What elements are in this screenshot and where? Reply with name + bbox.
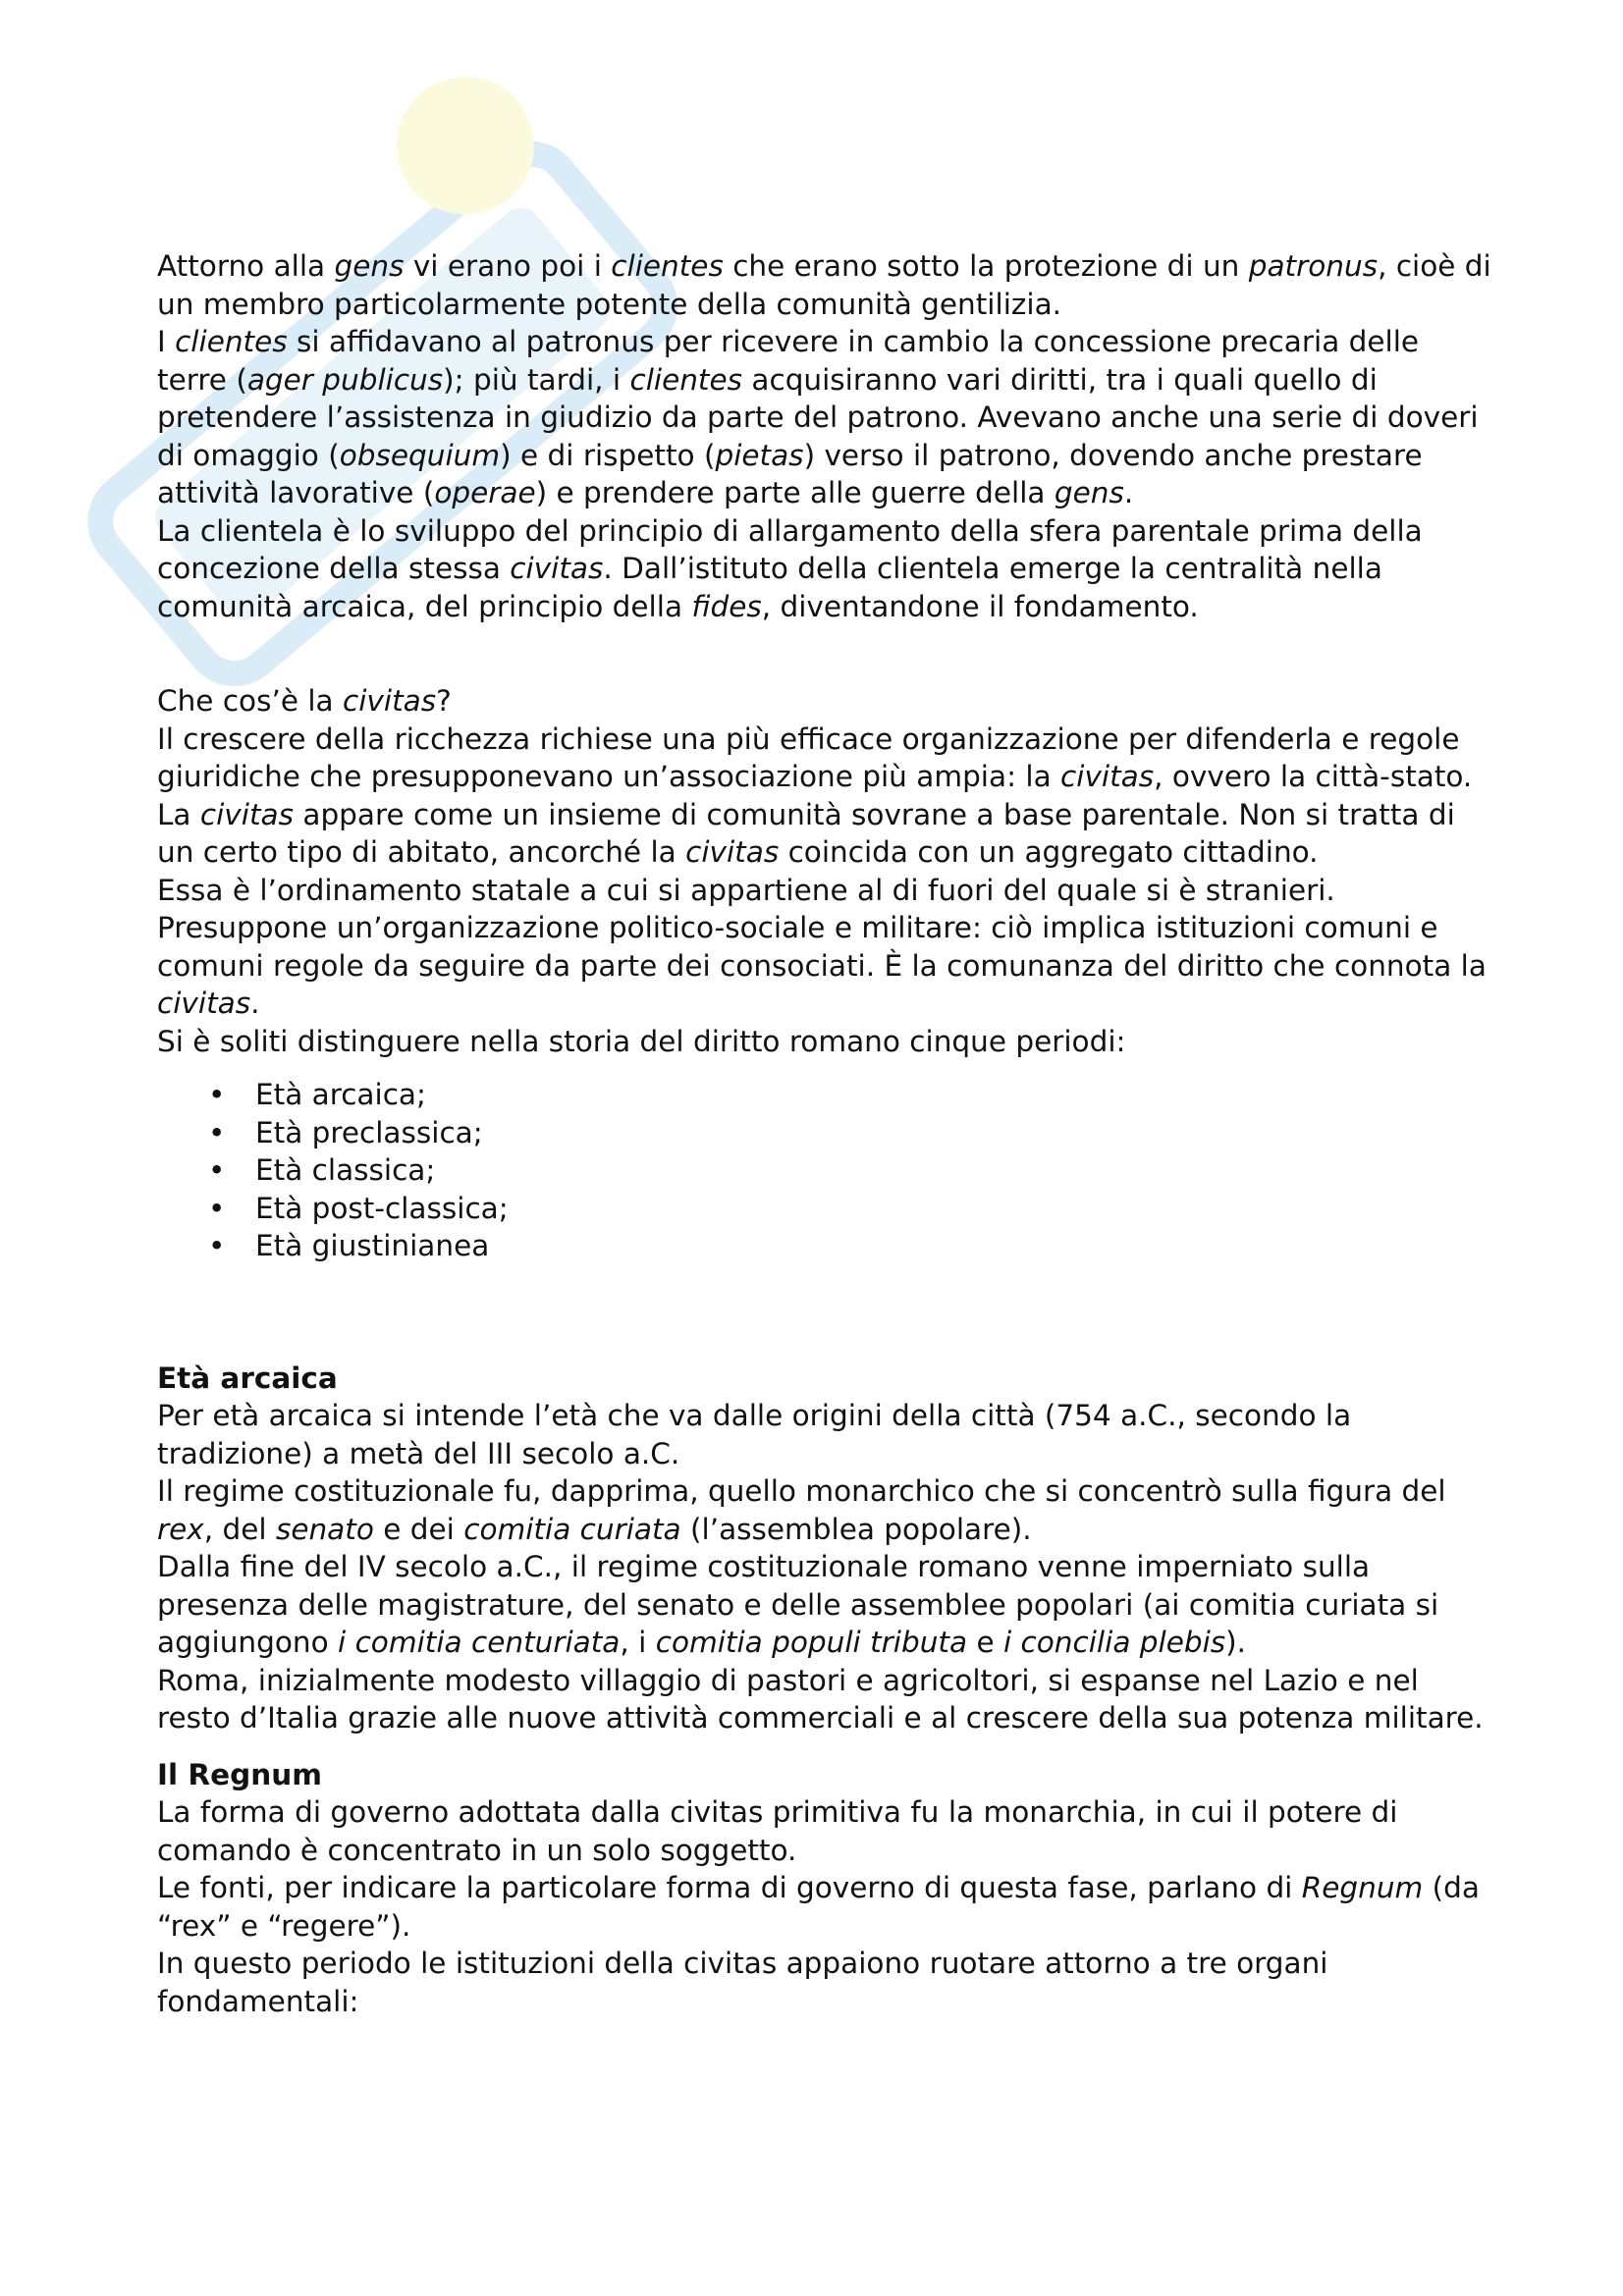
text: si affidavano al patronus per ricevere in cambio la concessione precaria delle terre (: [157, 325, 1420, 397]
list-item-label: Età arcaica;: [255, 1078, 426, 1111]
term-pietas: pietas: [715, 438, 804, 472]
term-civitas: civitas: [157, 987, 251, 1020]
text: .: [1123, 476, 1134, 509]
bullet-icon: •: [208, 1078, 226, 1111]
list-item-label: Età giustinianea: [255, 1229, 490, 1262]
text: , diventandone il fondamento.: [761, 589, 1199, 623]
term-gens: gens: [1054, 476, 1124, 509]
text: (da “rex” e “regere”).: [157, 1871, 1480, 1943]
paragraph-magistrature: [157, 1548, 1492, 1662]
paragraph-monarchia: La forma di governo adottata dalla civitas primitiva fu la monarchia, in cui il potere di comando è concentrato in un solo soggetto.: [157, 1795, 1398, 1867]
list-item: [157, 1151, 1492, 1190]
document-body: [157, 247, 1492, 2020]
list-item: [157, 1076, 1492, 1114]
text: .: [250, 987, 260, 1020]
bullet-icon: •: [208, 1191, 226, 1225]
term-regnum: Regnum: [1301, 1871, 1424, 1904]
term-ager-publicus: ager publicus: [246, 362, 444, 397]
paragraph-civitas-origin: [157, 721, 1492, 796]
paragraph-regime-monarchico: [157, 1472, 1492, 1548]
text: , i: [620, 1626, 656, 1659]
list-item: [157, 1114, 1492, 1152]
text: , ovvero la città-stato.: [1154, 760, 1473, 793]
text: I: [157, 325, 176, 358]
paragraph-fonti-regnum: [157, 1869, 1492, 1945]
paragraph-eta-arcaica-def: Per età arcaica si intende l’età che va dalle origini della città (754 a.C., secondo la tradizione) a metà del III secolo a.C.: [157, 1399, 1352, 1470]
paragraph-organizzazione: [157, 909, 1492, 1023]
term-civitas: civitas: [199, 797, 294, 831]
term-civitas: civitas: [343, 684, 437, 718]
term-comitia-curiata: comitia curiata: [463, 1512, 681, 1546]
text: acquisiranno vari diritti, tra i quali quello di pretendere l’assistenza in giudizio da parte del patrono. Avevano anche una serie di doveri di omaggio (: [157, 362, 1479, 472]
question-civitas: [157, 682, 1492, 721]
text: Dalla fine del IV secolo a.C., il regime costituzionale romano venne imperniato sulla presenza delle magistrature, del senato e delle assemblee popolari (ai comitia curiata si aggiungono: [157, 1550, 1439, 1659]
term-civitas: civitas: [510, 552, 604, 585]
term-clientes: clientes: [611, 249, 724, 283]
text: coincida con un aggregato cittadino.: [779, 835, 1319, 869]
paragraph-clientes-intro: [157, 247, 1492, 323]
term-concilia-plebis: i concilia plebis: [1002, 1626, 1226, 1659]
term-civitas: civitas: [1060, 760, 1155, 793]
text: La clientela è lo sviluppo del principio di allargamento della sfera parentale prima della concezione della stessa: [157, 513, 1423, 585]
paragraph-roma-espansione: Roma, inizialmente modesto villaggio di pastori e agricoltori, si espanse nel Lazio e nel resto d’Italia grazie alle nuove attività commerciali e al crescere della sua potenza militare.: [157, 1663, 1484, 1735]
bullet-icon: •: [208, 1115, 226, 1149]
list-item-label: Età classica;: [255, 1153, 436, 1187]
text: e: [967, 1626, 1003, 1659]
heading-regnum: Il Regnum: [157, 1757, 322, 1791]
term-senato: senato: [275, 1512, 374, 1546]
paragraph-periods-intro: Si è soliti distinguere nella storia del diritto romano cinque periodi:: [157, 1024, 1126, 1058]
text: Attorno alla: [157, 249, 335, 283]
text: Presuppone un’organizzazione politico-sociale e militare: ciò implica istituzioni comuni e comuni regole da seguire da parte dei consociati. È la comunanza del diritto che connota la: [157, 911, 1487, 983]
list-item-label: Età preclassica;: [255, 1115, 483, 1149]
text: Che cos’è la: [157, 684, 344, 718]
term-civitas: civitas: [685, 835, 780, 869]
text: . Dall’istituto della clientela emerge la centralità nella comunità arcaica, del principio della: [157, 552, 1382, 623]
text: ) verso il patrono, dovendo anche prestare attività lavorative (: [157, 438, 1423, 509]
text: che erano sotto la protezione di un: [723, 249, 1249, 283]
text: , cioè di un membro particolarmente potente della comunità gentilizia.: [157, 249, 1491, 321]
text: vi erano poi i: [404, 249, 612, 283]
text: Il regime costituzionale fu, dapprima, quello monarchico che si concentrò sulla figura del: [157, 1474, 1446, 1508]
text: ); più tardi, i: [443, 362, 630, 397]
text: (l’assemblea popolare).: [680, 1512, 1032, 1546]
text: ) e di rispetto (: [500, 438, 716, 472]
text: ) e prendere parte alle guerre della: [535, 476, 1055, 509]
text: e dei: [373, 1512, 464, 1546]
term-clientes: clientes: [175, 325, 288, 358]
paragraph-clientela: [157, 512, 1492, 626]
list-item: [157, 1190, 1492, 1228]
paragraph-civitas-definition: [157, 796, 1492, 872]
bullet-icon: •: [208, 1153, 226, 1187]
text: Le fonti, per indicare la particolare forma di governo di questa fase, parlano di: [157, 1871, 1302, 1904]
term-clientes: clientes: [629, 362, 743, 397]
term-gens: gens: [334, 249, 405, 283]
term-obsequium: obsequium: [339, 438, 501, 472]
term-comitia-centuriata: i comitia centuriata: [338, 1626, 621, 1659]
periods-list: [157, 1076, 1492, 1265]
paragraph-clientes-duties: [157, 323, 1492, 512]
term-operae: operae: [434, 476, 536, 509]
text: La: [157, 797, 200, 831]
text: , del: [203, 1512, 276, 1546]
text: Il crescere della ricchezza richiese una più efficace organizzazione per difenderla e regole giuridiche che presupponevano un’associazione più ampia: la: [157, 721, 1460, 793]
text: ).: [1225, 1626, 1247, 1659]
heading-eta-arcaica: Età arcaica: [157, 1361, 338, 1395]
term-rex: rex: [157, 1512, 204, 1546]
text: appare come un insieme di comunità sovrane a base parentale. Non si tratta di un certo tipo di abitato, ancorché la: [157, 797, 1455, 869]
list-item: [157, 1227, 1492, 1265]
paragraph-ordinamento: Essa è l’ordinamento statale a cui si appartiene al di fuori del quale si è stranieri.: [157, 873, 1335, 907]
bullet-icon: •: [208, 1229, 226, 1262]
term-comitia-populi-tributa: comitia populi tributa: [655, 1626, 968, 1659]
term-patronus: patronus: [1248, 249, 1379, 283]
paragraph-organi: In questo periodo le istituzioni della civitas appaiono ruotare attorno a tre organi fondamentali:: [157, 1947, 1328, 2018]
list-item-label: Età post-classica;: [255, 1191, 509, 1225]
term-fides: fides: [691, 589, 762, 623]
text: ?: [436, 684, 452, 718]
